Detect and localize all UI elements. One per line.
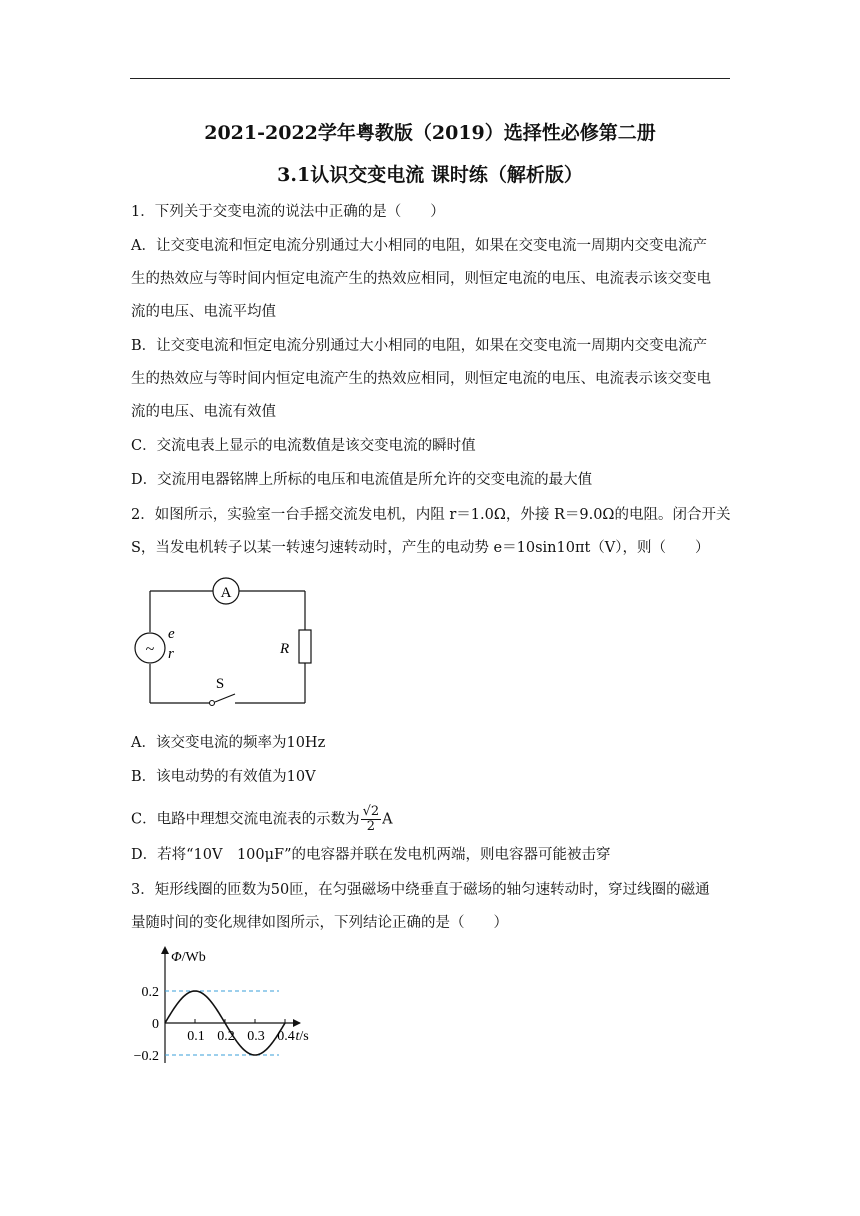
q1-option-a-line2: 生的热效应与等时间内恒定电流产生的热效应相同，则恒定电流的电压、电流表示该交变电 <box>131 271 711 287</box>
x-tick-label: 0.3 <box>247 1029 265 1044</box>
q2-stem-line1: 2．如图所示，实验室一台手摇交流发电机，内阻 r＝1.0Ω，外接 R＝9.0Ω的电阻。闭合开关 <box>131 507 731 523</box>
header-rule <box>130 78 730 79</box>
emf-label: e <box>168 626 175 642</box>
ac-source-glyph: ~ <box>145 641 155 658</box>
x-tick-label: 0.2 <box>217 1029 235 1044</box>
switch-contact <box>210 701 215 706</box>
q1-option-c: C．交流电表上显示的电流数值是该交变电流的瞬时值 <box>131 438 476 454</box>
y-tick-label: 0 <box>152 1017 159 1032</box>
y-tick-label: −0.2 <box>133 1049 159 1064</box>
y-axis-label-unit: /Wb <box>181 950 206 965</box>
q3-stem-line2: 量随时间的变化规律如图所示，下列结论正确的是（ ） <box>131 915 508 931</box>
page-subtitle: 3.1认识交变电流 课时练（解析版） <box>277 164 583 186</box>
fraction-numerator: √2 <box>362 804 380 819</box>
page-title: 2021-2022学年粤教版（2019）选择性必修第二册 <box>204 122 656 144</box>
y-axis-arrow <box>161 946 169 954</box>
circuit-diagram <box>125 570 325 712</box>
q2-option-a: A．该交变电流的频率为10Hz <box>131 735 326 751</box>
switch-label: S <box>215 676 225 692</box>
q1-option-d: D．交流用电器铭牌上所标的电压和电流值是所允许的交变电流的最大值 <box>131 472 593 488</box>
q1-option-b-line2: 生的热效应与等时间内恒定电流产生的热效应相同，则恒定电流的电压、电流表示该交变电 <box>131 371 711 387</box>
x-tick-label: 0.1 <box>187 1029 205 1044</box>
x-axis-label <box>296 1029 309 1044</box>
q2-option-c <box>131 805 393 834</box>
q2-option-c-text: C．电路中理想交流电流表的示数为 <box>131 811 360 828</box>
x-tick-label: 0.4 <box>277 1029 295 1044</box>
q1-option-b-line3: 流的电压、电流有效值 <box>131 404 276 420</box>
internal-resistance-label: r <box>168 646 174 662</box>
y-axis-label <box>171 950 206 965</box>
q1-stem: 1．下列关于交变电流的说法中正确的是（ ） <box>131 204 445 220</box>
x-axis-label-unit: /s <box>299 1029 309 1044</box>
q2-option-d: D．若将“10V 100μF”的电容器并联在发电机两端，则电容器可能被击穿 <box>131 847 611 863</box>
q2-option-c-unit: A <box>382 811 393 828</box>
y-axis-label-symbol: Φ <box>171 950 182 965</box>
flux-chart <box>125 942 385 1082</box>
fraction-denominator: 2 <box>366 819 376 834</box>
q1-option-a-line3: 流的电压、电流平均值 <box>131 304 276 320</box>
y-tick-label: 0.2 <box>141 985 159 1000</box>
q2-stem-line2: S，当发电机转子以某一转速匀速转动时，产生的电动势 e＝10sin10πt（V），则（ ） <box>131 540 710 556</box>
ammeter-label: A <box>220 585 232 601</box>
x-axis-arrow <box>293 1019 301 1027</box>
resistor-symbol <box>299 630 311 663</box>
sqrt2-over-2-fraction <box>361 805 382 834</box>
resistor-label: R <box>280 641 290 657</box>
q3-stem-line1: 3．矩形线圈的匝数为50匝，在匀强磁场中绕垂直于磁场的轴匀速转动时，穿过线圈的磁通 <box>131 882 710 898</box>
q2-option-b: B．该电动势的有效值为10V <box>131 769 316 785</box>
q1-option-b-line1: B．让交变电流和恒定电流分别通过大小相同的电阻，如果在交变电流一周期内交变电流产 <box>131 338 708 354</box>
x-axis-label-symbol: t <box>295 1029 300 1044</box>
q1-option-a-line1: A．让交变电流和恒定电流分别通过大小相同的电阻，如果在交变电流一周期内交变电流产 <box>131 238 707 254</box>
